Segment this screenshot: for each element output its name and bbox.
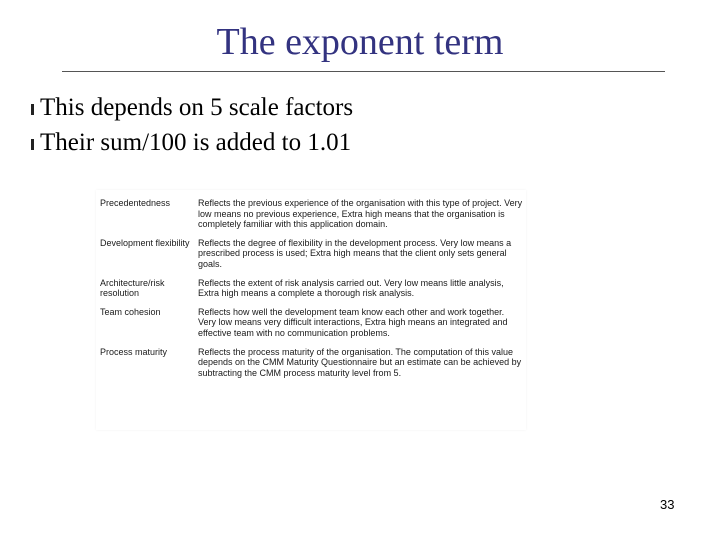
factor-description: Reflects the process maturity of the organisation. The computation of this value depends on the CMM Maturity Questionnaire but an estimate can be achieved by subtracting the CMM process maturity level from 5. bbox=[198, 346, 522, 378]
bullet-text: This depends on 5 scale factors bbox=[40, 94, 354, 121]
page-number: 33 bbox=[660, 497, 675, 512]
factor-name: Architecture/risk resolution bbox=[100, 277, 165, 299]
table-row bbox=[100, 198, 524, 238]
slide-title: The exponent term bbox=[216, 21, 504, 63]
bullet-text: Their sum/100 is added to 1.01 bbox=[40, 129, 352, 156]
bullet-marker-icon bbox=[31, 139, 34, 150]
factor-description: Reflects the previous experience of the organisation with this type of project. Very low means no previous experience, Extra high means that the organisation is completely familiar with this application domain. bbox=[198, 198, 523, 230]
table-row bbox=[100, 307, 524, 347]
scale-factors-table bbox=[100, 198, 524, 386]
title-divider bbox=[62, 71, 665, 72]
factor-description: Reflects the extent of risk analysis carried out. Very low means little analysis, Extra high means a complete a thorough risk analysis. bbox=[198, 277, 504, 299]
bullet-item bbox=[30, 90, 353, 125]
factor-description: Reflects how well the development team know each other and work together. Very low means very difficult interactions, Extra high means an integrated and effective team with no communication problems. bbox=[198, 306, 508, 338]
factor-name: Process maturity bbox=[100, 346, 168, 357]
table-row bbox=[100, 278, 524, 307]
bullet-list bbox=[30, 90, 353, 160]
bullet-item bbox=[30, 125, 353, 160]
table-row bbox=[100, 238, 524, 278]
factor-name: Precedentedness bbox=[100, 198, 171, 208]
bullet-marker-icon bbox=[31, 104, 34, 115]
factor-name: Development flexibility bbox=[100, 237, 190, 248]
table-row bbox=[100, 347, 524, 387]
factor-description: Reflects the degree of flexibility in the development process. Very low means a prescribed process is used; Extra high means that the client only sets general goals. bbox=[198, 237, 512, 269]
factor-name: Team cohesion bbox=[100, 306, 161, 317]
scale-factors-table-image bbox=[96, 190, 526, 430]
